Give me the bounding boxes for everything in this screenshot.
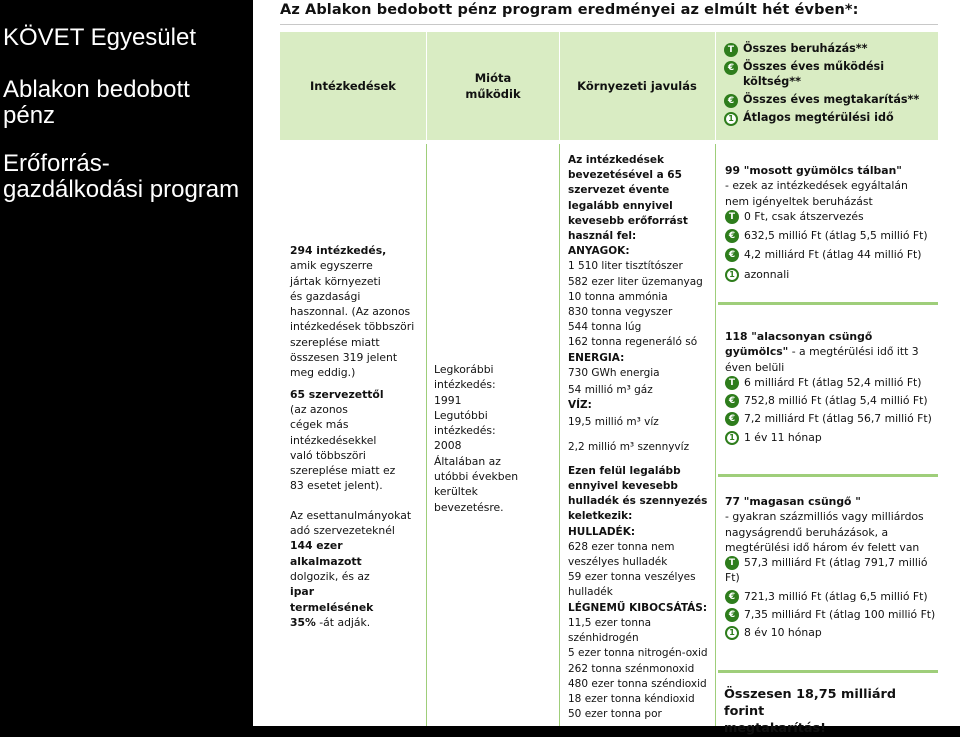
legend-payback: 1 Átlagos megtérülési idő	[724, 111, 934, 126]
measures-column: 294 intézkedés, amik egyszerre jártak környezeti és gazdasági haszonnal. (Az azonos intézkedések többszöri szereplése miatt összesen 319 jelent meg eddig.) 65 szervezettől (az azonos cégek más intézkedésekkel való többszöri szereplése miatt ez 83 esetet jelent). Az esettanulmányokat adó szervezeteknél 144 ezer alkalmazott dolgozik, és az ipar termelésének 35% -át adják.	[290, 244, 415, 629]
euro-icon: €	[724, 61, 738, 75]
title-divider	[280, 24, 938, 25]
table-header	[280, 32, 938, 140]
coin-t-icon: T	[725, 376, 739, 390]
euro-medal-icon: €	[724, 94, 738, 108]
header-env: Környezeti javulás	[577, 79, 697, 93]
group-divider	[718, 670, 938, 673]
header-since: Mióta működik	[465, 71, 521, 101]
column-divider	[559, 144, 560, 726]
column-divider	[426, 144, 427, 726]
legend-savings: € Összes éves megtakarítás**	[724, 93, 934, 108]
group-high-hanging-fruit: 77 "magasan csüngő " - gyakran százmilliós vagy milliárdos nagyságrendű beruházások, a megtérülési idő három év felett van T 57,3 milliárd Ft (átlag 791,7 millió Ft) € 721,3 millió Ft (átlag 6,5 millió Ft) € 7,35 milliárd Ft (átlag 100 millió Ft) 1 8 év 10 hónap	[725, 495, 936, 640]
header-measures: Intézkedések	[310, 79, 396, 93]
euro-medal-icon: €	[725, 412, 739, 426]
group-divider	[718, 302, 938, 305]
program-subtitle: Erőforrás-gazdálkodási program	[3, 150, 240, 203]
clock-icon: 1	[724, 112, 738, 126]
legend	[724, 42, 934, 129]
legend-opcost: € Összes éves működési költség**	[724, 60, 934, 89]
results-document	[253, 0, 960, 736]
euro-icon: €	[725, 394, 739, 408]
sidebar	[0, 0, 250, 726]
total-savings: Összesen 18,75 milliárd forint megtakarítás!	[724, 687, 897, 736]
org-name: KÖVET Egyesület	[3, 24, 196, 51]
clock-icon: 1	[725, 626, 739, 640]
legend-investment: T Összes beruházás**	[724, 42, 934, 57]
euro-medal-icon: €	[725, 608, 739, 622]
group-low-hanging-fruit: 118 "alacsonyan csüngő gyümölcs" - a megtérülési idő itt 3 éven belüli T 6 milliárd Ft (átlag 52,4 millió Ft) € 752,8 millió Ft (átlag 5,4 millió Ft) € 7,2 milliárd Ft (átlag 56,7 millió Ft) 1 1 év 11 hónap	[725, 330, 932, 444]
group-washed-fruit: 99 "mosott gyümölcs tálban" - ezek az intézkedések egyáltalán nem igényeltek beruházást T 0 Ft, csak átszervezés € 632,5 millió Ft (átlag 5,5 millió Ft) € 4,2 milliárd Ft (átlag 44 millió Ft) 1 azonnali	[725, 164, 928, 281]
clock-icon: 1	[725, 431, 739, 445]
env-column: Az intézkedések bevezetésével a 65 szervezet évente legalább ennyivel kevesebb erőforrást használ fel: ANYAGOK: 1 510 liter tisztítószer 582 ezer liter üzemanyag 10 tonna ammónia 830 tonna vegyszer 544 tonna lúg 162 tonna regeneráló só ENERGIA: 730 GWh energia 54 millió m³ gáz VÍZ: 19,5 millió m³ víz 2,2 millió m³ szennyvíz Ezen felül legalább ennyivel kevesebb hulladék és szennyezés keletkezik: HULLADÉK: 628 ezer tonna nem veszélyes hulladék 59 ezer tonna veszélyes hulladék LÉGNEMŰ KIBOCSÁTÁS: 11,5 ezer tonna szénhidrogén 5 ezer tonna nitrogén-oxid 262 tonna szénmonoxid 480 ezer tonna széndioxid 18 ezer tonna kéndioxid 50 ezer tonna por	[568, 154, 708, 721]
clock-icon: 1	[725, 268, 739, 282]
header-divider	[426, 32, 427, 140]
coin-t-icon: T	[725, 556, 739, 570]
document-title: Az Ablakon bedobott pénz program eredményei az elmúlt hét évben*:	[280, 2, 859, 18]
group-divider	[718, 474, 938, 477]
euro-icon: €	[725, 590, 739, 604]
euro-icon: €	[725, 229, 739, 243]
since-column: Legkorábbi intézkedés: 1991 Legutóbbi intézkedés: 2008 Általában az utóbbi években kerültek bevezetésre.	[434, 363, 519, 514]
program-name: Ablakon bedobott pénz	[3, 76, 190, 129]
header-divider	[715, 32, 716, 140]
coin-t-icon: T	[724, 43, 738, 57]
euro-medal-icon: €	[725, 248, 739, 262]
coin-t-icon: T	[725, 210, 739, 224]
